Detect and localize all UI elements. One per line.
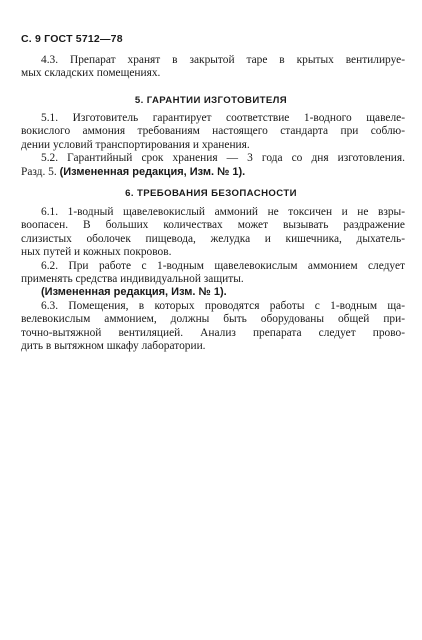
section-5-heading: 5. ГАРАНТИИ ИЗГОТОВИТЕЛЯ	[134, 95, 288, 106]
amendment-note: (Измененная редакция, Изм. № 1).	[59, 165, 246, 178]
text-line: ных путей и кожных покровов.	[21, 246, 172, 259]
text-line: дении условий транспортирования и хранения.	[21, 138, 250, 151]
section-6-body	[21, 206, 405, 353]
paragraph-4-3	[21, 54, 405, 81]
page-header: С. 9 ГОСТ 5712—78	[21, 33, 123, 45]
amendment-note: (Измененная редакция, Изм. № 1).	[41, 286, 227, 299]
section-5-body	[21, 112, 405, 179]
text-line: применять средства индивидуальной защиты.	[21, 272, 244, 285]
text-line: дить в вытяжном шкафу лаборатории.	[21, 339, 206, 352]
text-line: вокислого аммония требованиям настоящего стандарта при соблю-	[21, 125, 405, 138]
text-line: 5.2. Гарантийный срок хранения — 3 года со дня изготовления.	[41, 152, 405, 165]
text-line: 6.3. Помещения, в которых проводятся работы с 1-водным ща-	[41, 299, 405, 312]
text-line: 6.2. При работе с 1-водным щавелевокислым аммонием следует	[41, 259, 405, 272]
section-ref: Разд. 5.	[21, 165, 57, 178]
text-line: слизистых оболочек пищевода, желудка и кишечника, дыхатель-	[21, 232, 405, 245]
text-line: точно-вытяжной вентиляцией. Анализ препарата следует прово-	[21, 326, 405, 339]
text-line: мых складских помещениях.	[21, 67, 161, 80]
text-line: велевокислым аммонием, должны быть оборудованы общей при-	[21, 313, 405, 326]
section-6-heading: 6. ТРЕБОВАНИЯ БЕЗОПАСНОСТИ	[125, 188, 297, 199]
text-line: 6.1. 1-водный щавелевокислый аммоний не токсичен и не взры-	[41, 206, 405, 218]
text-line: 5.1. Изготовитель гарантирует соответствие 1-водного щавеле-	[41, 112, 405, 124]
text-line: воопасен. В больших количествах может вызывать раздражение	[21, 219, 405, 232]
text-line	[21, 166, 405, 179]
text-line: 4.3. Препарат хранят в закрытой таре в крытых вентилируе-	[41, 54, 405, 66]
